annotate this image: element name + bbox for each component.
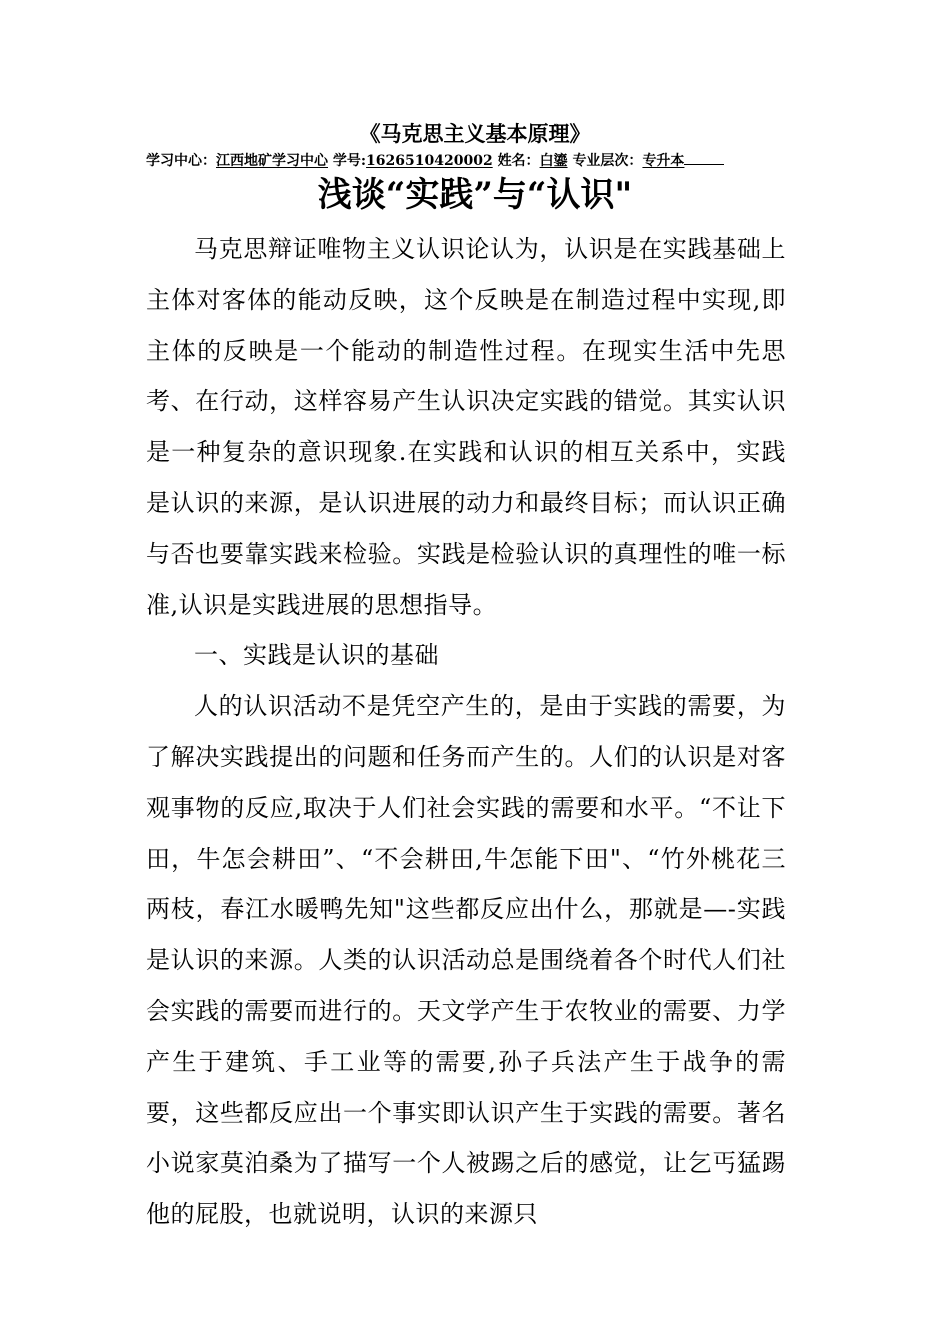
paragraph-practice-basis: 人的认识活动不是凭空产生的，是由于实践的需要，为了解决实践提出的问题和任务而产生的。人们的认识是对客观事物的反应,取决于人们社会实践的需要和水平。“不让下田，牛怎会耕田”、“不会耕田,牛怎能下田"、“竹外桃花三两枝，春江水暖鸭先知"这些都反应出什么，那就是—-实践是认识的来源。人类的认识活动总是围绕着各个时代人们社会实践的需要而进行的。天文学产生于农牧业的需要、力学产生于建筑、手工业等的需要,孙子兵法产生于战争的需要，这些都反应出一个事实即认识产生于实践的需要。著名小说家莫泊桑为了描写一个人被踢之后的感觉，让乞丐猛踢他的屁股，也就说明，认识的来源只 (146, 692, 786, 1229)
level-label: 专业层次： (572, 153, 643, 169)
study-center-value: 江西地矿学习中心 (216, 153, 328, 169)
study-center-label: 学习中心： (146, 153, 216, 169)
section-heading: 一、实践是认识的基础 (194, 641, 439, 670)
essay-body (146, 224, 786, 1240)
name-value: 白鎏 (539, 153, 568, 169)
essay-title: 浅谈“实践”与“认识" (317, 175, 633, 215)
student-id-value: 1626510420002 (366, 153, 493, 169)
student-id-label: 学号: (332, 153, 367, 169)
blank-underline (684, 150, 724, 165)
level-value: 专升本 (642, 153, 685, 169)
course-title: 《马克思主义基本原理》 (359, 121, 591, 146)
student-info-line (146, 150, 806, 171)
paragraph-intro: 马克思辩证唯物主义认识论认为，认识是在实践基础上主体对客体的能动反映，这个反映是在制造过程中实现,即主体的反映是一个能动的制造性过程。在现实生活中先思考、在行动，这样容易产生认识决定实践的错觉。其实认识是一种复杂的意识现象.在实践和认识的相互关系中，实践是认识的来源，是认识进展的动力和最终目标；而认识正确与否也要靠实践来检验。实践是检验认识的真理性的唯一标准,认识是实践进展的思想指导。 (146, 235, 786, 619)
name-label: 姓名： (497, 153, 540, 169)
